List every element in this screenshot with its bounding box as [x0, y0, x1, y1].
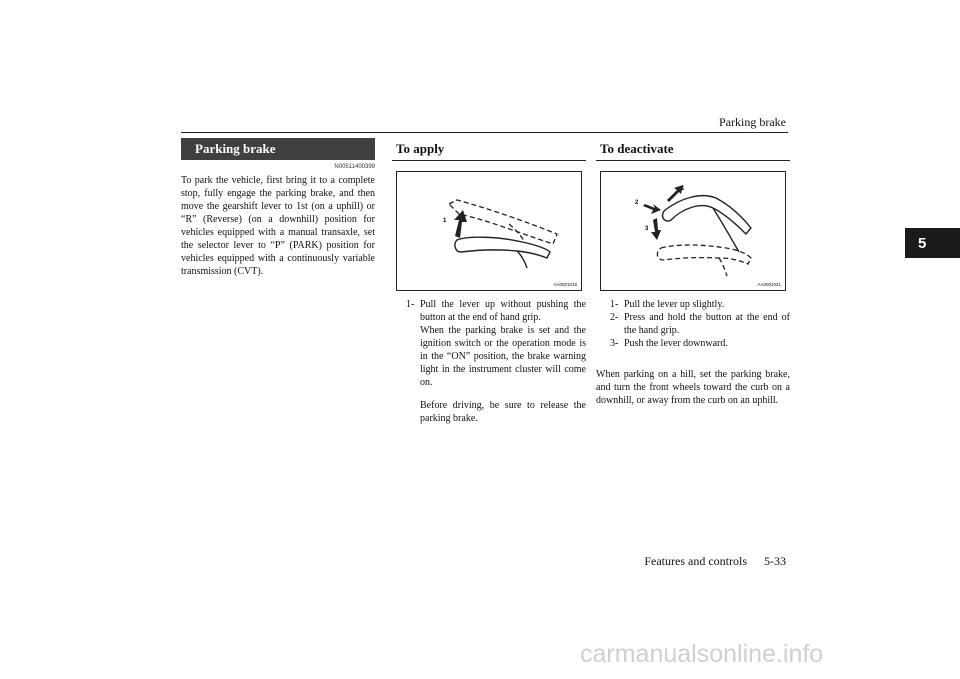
figure-code: AA0001021: [757, 282, 781, 287]
list-item: [610, 298, 790, 311]
hill-parking-paragraph: When parking on a hill, set the parking brake, and turn the front wheels toward the curb on a downhill, or away from the curb on an uphill.: [596, 369, 790, 406]
callout-2: 2: [635, 200, 639, 206]
section-heading-to-apply: To apply: [392, 138, 586, 161]
step-number: 1-: [610, 299, 619, 310]
callout-3: 3: [645, 226, 649, 232]
step-text: Pull the lever up slightly.: [624, 299, 725, 310]
warning-light-note: When the parking brake is set and the ignition switch or the operation mode is in the “ON” position, the brake warning light in the instrument cluster will come on.: [420, 325, 586, 388]
watermark-text: carmanualsonline.info: [580, 640, 824, 668]
section-code: N00511400399: [334, 164, 375, 170]
step-text: Pull the lever up without pushing the button at the end of hand grip.: [420, 299, 586, 323]
callout-1: 1: [443, 218, 447, 224]
list-item: [610, 337, 790, 350]
release-note: Before driving, be sure to release the parking brake.: [420, 400, 586, 424]
apply-illustration: [396, 171, 582, 291]
step-number: 3-: [610, 338, 619, 349]
running-head: Parking brake: [719, 115, 786, 129]
callout-1: 1: [681, 186, 685, 192]
page-number: 5-33: [764, 554, 786, 568]
header-rule: [181, 132, 788, 133]
section-heading-to-deactivate: To deactivate: [596, 138, 790, 161]
section-heading-parking-brake: Parking brake: [181, 138, 375, 160]
step-number: 2-: [610, 312, 619, 323]
chapter-tab[interactable]: 5: [905, 228, 960, 258]
deactivate-steps: [610, 298, 790, 350]
to-apply-section: [392, 138, 586, 425]
parking-lever-deactivate-icon: [601, 172, 787, 292]
to-deactivate-section: [596, 138, 790, 407]
step-text: Press and hold the button at the end of the hand grip.: [624, 312, 790, 336]
list-item: [406, 298, 586, 324]
step-number: 1-: [406, 299, 415, 310]
footer-section: Features and controls: [644, 554, 747, 568]
step-text: Push the lever downward.: [624, 338, 728, 349]
list-item: [610, 311, 790, 337]
parking-lever-apply-icon: [397, 172, 583, 292]
parking-brake-section: [181, 138, 375, 278]
deactivate-illustration: [600, 171, 786, 291]
intro-paragraph: To park the vehicle, first bring it to a complete stop, fully engage the parking brake, and then move the gearshift lever to 1st (on a uphill) or “R” (Reverse) (on a downhill) position for vehicles equipped with a manual transaxle, set the selector lever to “P” (PARK) position for vehicles equipped with a continuously variable transmission (CVT).: [181, 175, 375, 277]
apply-steps: [406, 298, 586, 324]
figure-code: AA0001018: [553, 282, 577, 287]
page-footer: [644, 554, 786, 569]
